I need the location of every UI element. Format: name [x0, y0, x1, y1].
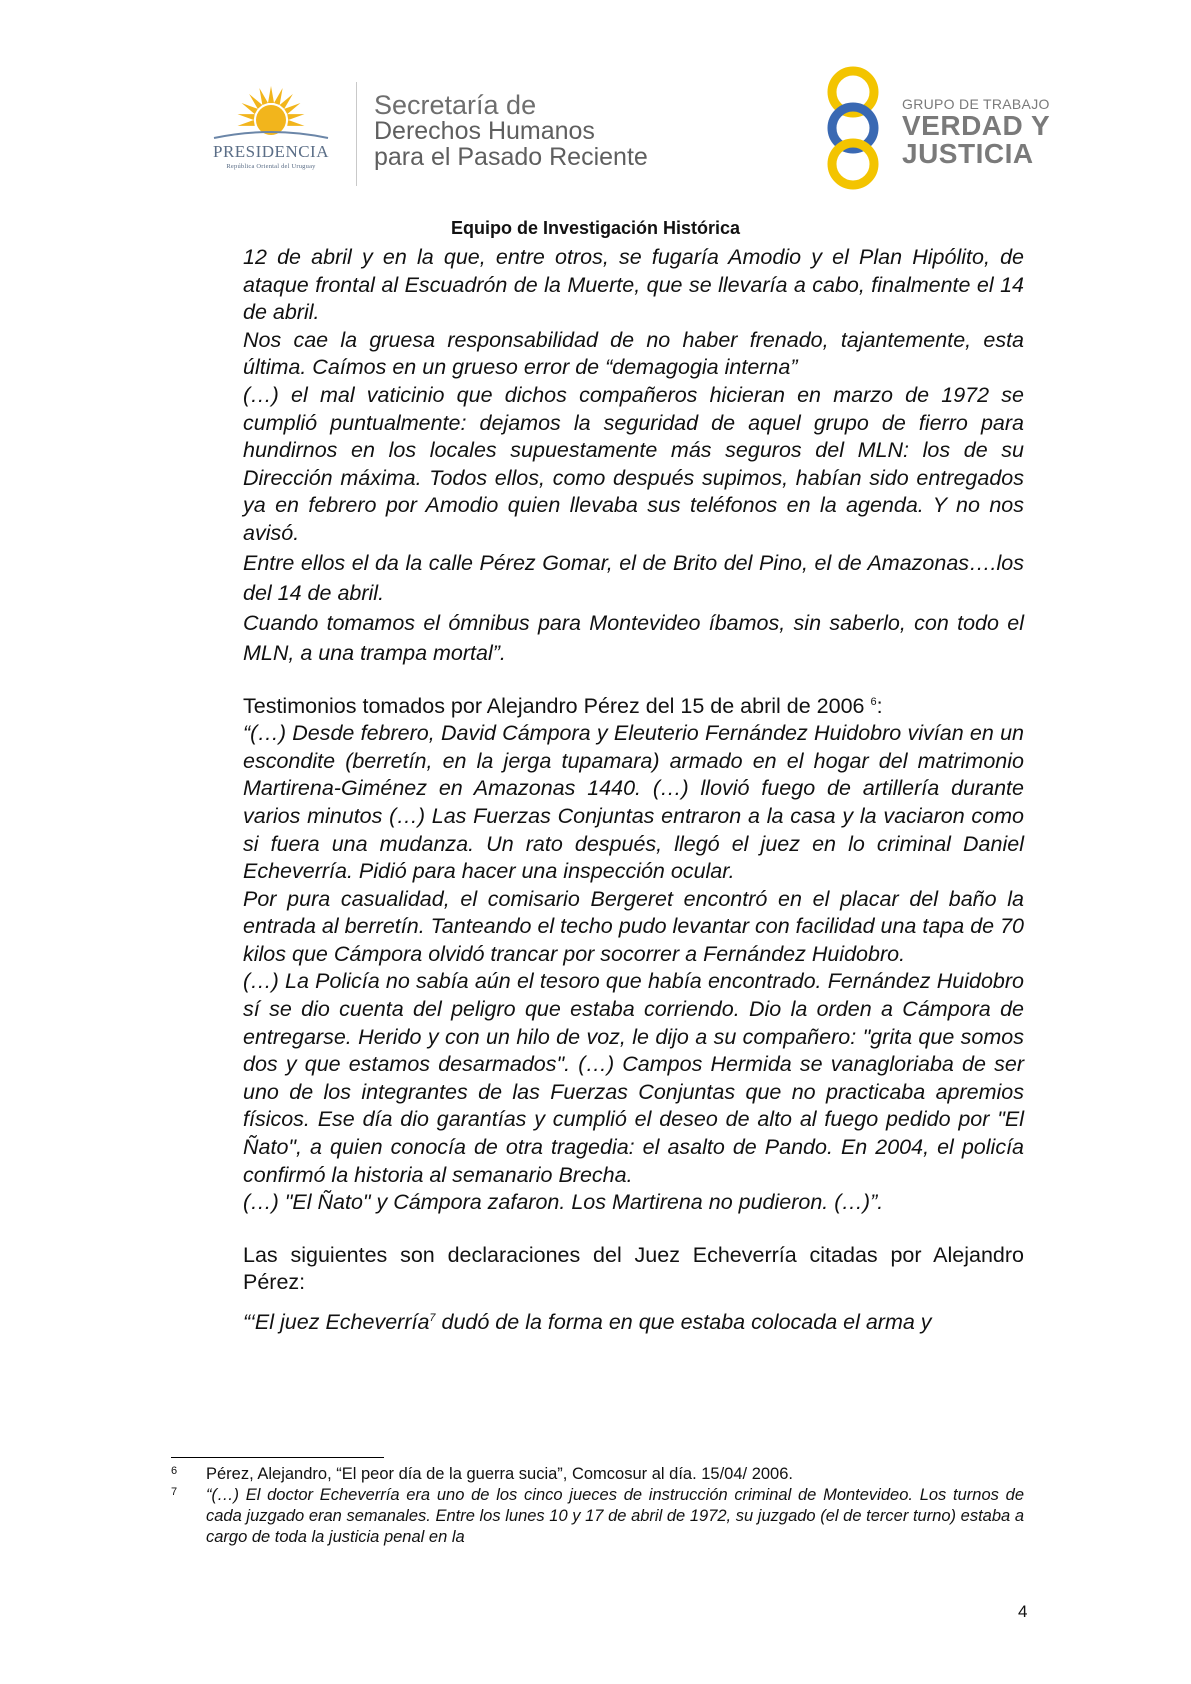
- secretaria-line-3: para el Pasado Reciente: [374, 143, 648, 171]
- testimony-intro: [243, 693, 1024, 721]
- testimony-paragraph-3: (…) La Policía no sabía aún el tesoro que había encontrado. Fernández Huidobro sí se dio cuenta del peligro que estaba corriendo. Dio la orden a Cámpora de entregarse. Herido y con un hilo de voz, le dijo a su compañero: "grita que somos dos y que estamos desarmados". (…) Campos Hermida se vanagloriaba de ser uno de los integrantes de las Fuerzas Conjuntas que no practicaba apremios físicos. Ese día dio garantías y cumplió el deseo de alto al fuego pedido por "El Ñato", a quien conocía de otra tragedia: el asalto de Pando. En 2004, el policía confirmó la historia al semanario Brecha.: [243, 969, 1024, 1187]
- footnotes: [171, 1464, 1024, 1548]
- testimony-intro-colon: :: [876, 693, 883, 718]
- spacer: [243, 1217, 1024, 1242]
- quote-paragraph-2: Nos cae la gruesa responsabilidad de no haber frenado, tajantemente, esta última. Caímos en un grueso error de “demagogia interna”: [243, 327, 1024, 380]
- footnote-7: [171, 1485, 1024, 1548]
- testimony-paragraph-2: Por pura casualidad, el comisario Bergeret encontró en el placar del baño la entrada al berretín. Tanteando el techo pudo levantar con facilidad una tapa de 70 kilos que Cámpora olvidó trancar por socorrer a Fernández Huidobro.: [243, 886, 1024, 966]
- declarations-intro: Las siguientes son declaraciones del Juez Echeverría citadas por Alejandro Pérez:: [243, 1242, 1024, 1295]
- testimony-paragraph-4: (…) "El Ñato" y Cámpora zafaron. Los Martirena no pudieron. (…)”.: [243, 1190, 884, 1215]
- spacer: [243, 1297, 1024, 1309]
- secretaria-line-1: Secretaría de: [374, 90, 537, 120]
- footnote-ref-7: 7: [429, 1311, 436, 1324]
- header-divider: [356, 82, 357, 186]
- page-header: [0, 0, 1191, 238]
- footnote-text: Pérez, Alejandro, “El peor día de la guerra sucia”, Comcosur al día. 15/04/ 2006.: [206, 1465, 793, 1483]
- footnote-separator: [171, 1457, 384, 1458]
- presidencia-subtitle: República Oriental del Uruguay: [226, 163, 316, 170]
- secretaria-logo-text: [374, 92, 648, 170]
- main-text: [243, 244, 1024, 1337]
- testimony-intro-text: Testimonios tomados por Alejandro Pérez del 15 de abril de 2006: [243, 693, 865, 718]
- quote-paragraph-1: 12 de abril y en la que, entre otros, se fugaría Amodio y el Plan Hipólito, de ataque frontal al Escuadrón de la Muerte, que se llevaría a cabo, finalmente el 14 de abril.: [243, 245, 1024, 325]
- interlocked-rings-logo-icon: [812, 64, 894, 192]
- footnote-ref-6: 6: [870, 695, 877, 708]
- testimony-paragraph-1: “(…) Desde febrero, David Cámpora y Eleuterio Fernández Huidobro vivían en un escondite (berretín, en la jerga tupamara) armado en el hogar del matrimonio Martirena-Giménez en Amazonas 1440. (…) llovió fuego de artillería durante varios minutos (…) Las Fuerzas Conjuntas entraron a la casa y la vaciaron como si fuera una mudanza. Un rato después, llegó el juez en lo criminal Daniel Echeverría. Pidió para hacer una inspección ocular.: [243, 721, 1024, 884]
- grupo-line-2: VERDAD Y: [902, 110, 1051, 141]
- presidencia-name: PRESIDENCIA: [212, 142, 329, 161]
- quote-paragraph-4: Entre ellos el da la calle Pérez Gomar, el de Brito del Pino, el de Amazonas….los del 14 de abril.: [243, 550, 1024, 605]
- secretaria-line-2: Derechos Humanos: [374, 117, 595, 145]
- footnote-text: “(…) El doctor Echeverría era uno de los cinco jueces de instrucción criminal de Montevideo. Los turnos de cada juzgado eran semanales. Entre los lunes 10 y 17 de abril de 1972, su juzgado (el de tercer turno) estaba a cargo de toda la justicia penal en la: [206, 1486, 1024, 1546]
- unit-title: Equipo de Investigación Histórica: [450, 218, 741, 238]
- declaration-start: [243, 1309, 1024, 1337]
- declaration-continue-text: dudó de la forma en que estaba colocada el arma y: [435, 1310, 932, 1334]
- footnote-number: 6: [171, 1465, 178, 1477]
- quote-paragraph-5: Cuando tomamos el ómnibus para Montevideo íbamos, sin saberlo, con todo el MLN, a una trampa mortal”.: [243, 610, 1024, 665]
- grupo-trabajo-text: [902, 96, 1050, 168]
- page-number: 4: [1018, 1602, 1028, 1621]
- spacer: [243, 668, 1024, 693]
- quote-paragraph-3: (…) el mal vaticinio que dichos compañeros hicieran en marzo de 1972 se cumplió puntualmente: dejamos la seguridad de aquel grupo de fierro para hundirnos en los locales supuestamente más seguros del MLN: los de su Dirección máxima. Todos ellos, como después supimos, habían sido entregados ya en febrero por Amodio quien llevaba sus teléfonos en la agenda. Y no nos avisó.: [243, 382, 1024, 545]
- declaration-start-text: “‘El juez Echeverría: [243, 1310, 430, 1334]
- footnote-6: [171, 1464, 1024, 1485]
- grupo-line-1: GRUPO DE TRABAJO: [902, 96, 1050, 112]
- grupo-line-3: JUSTICIA: [902, 138, 1034, 169]
- footnote-number: 7: [171, 1486, 178, 1498]
